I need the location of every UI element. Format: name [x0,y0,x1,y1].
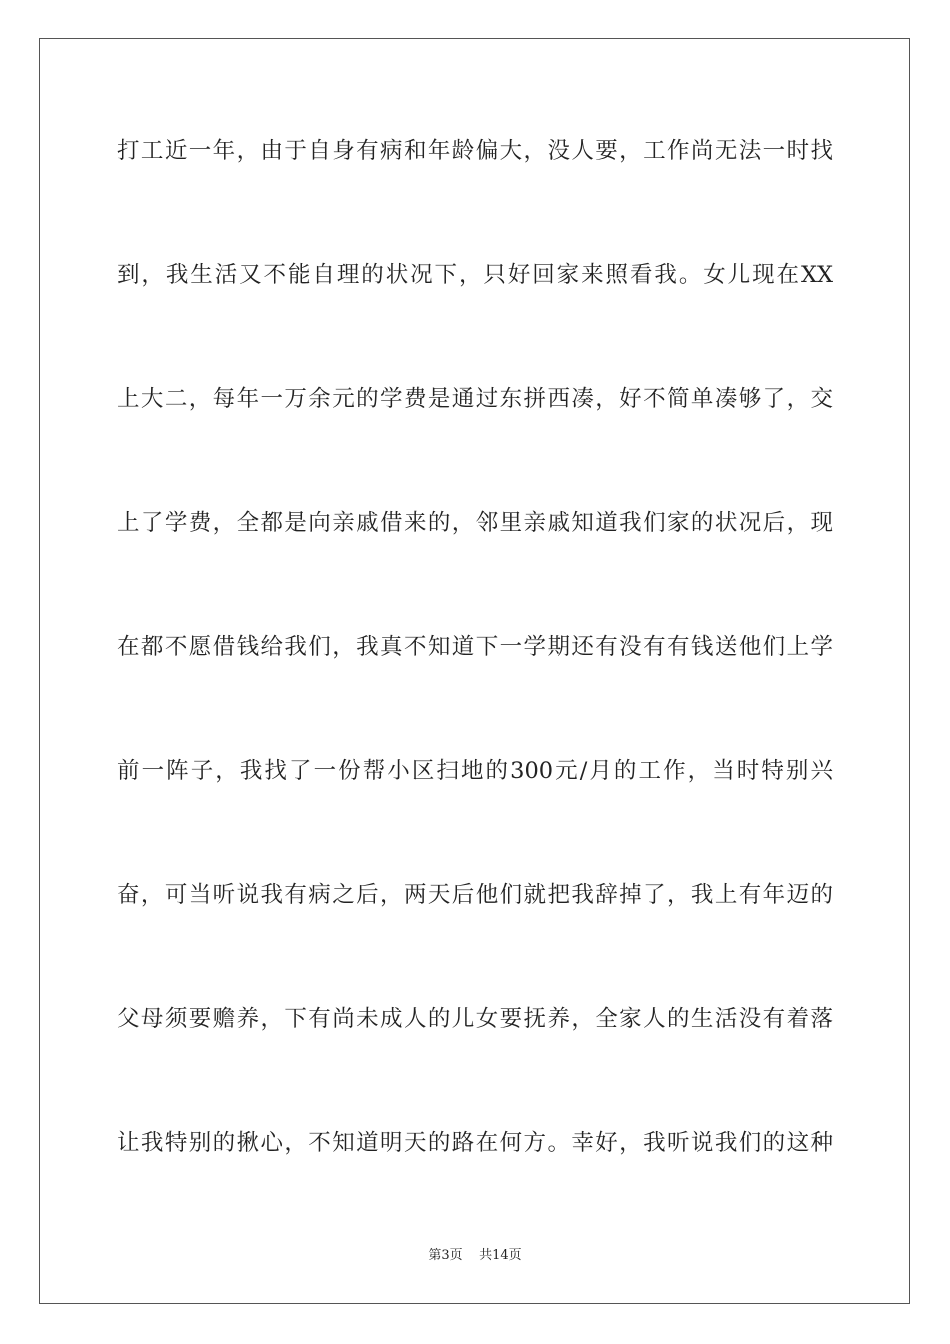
text-line-2: 到，我生活又不能自理的状况下，只好回家来照看我。女儿现在XX [117,262,833,288]
text-line-7: 奋，可当听说我有病之后，两天后他们就把我辞掉了，我上有年迈的 [117,882,833,908]
page-border [39,38,910,1304]
page-number-footer: 第3页 共14页 [428,1248,522,1263]
text-line-5: 在都不愿借钱给我们，我真不知道下一学期还有没有有钱送他们上学 [117,634,833,660]
text-line-9: 让我特别的揪心，不知道明天的路在何方。幸好，我听说我们的这种 [117,1130,833,1156]
text-line-8: 父母须要赡养，下有尚未成人的儿女要抚养，全家人的生活没有着落 [117,1006,833,1032]
text-line-6: 前一阵子，我找了一份帮小区扫地的300元/月的工作，当时特别兴 [117,758,833,784]
text-line-3: 上大二，每年一万余元的学费是通过东拼西凑，好不简单凑够了，交 [117,386,833,412]
text-line-1: 打工近一年，由于自身有病和年龄偏大，没人要，工作尚无法一时找 [117,138,833,164]
text-line-4: 上了学费，全都是向亲戚借来的，邻里亲戚知道我们家的状况后，现 [117,510,833,536]
